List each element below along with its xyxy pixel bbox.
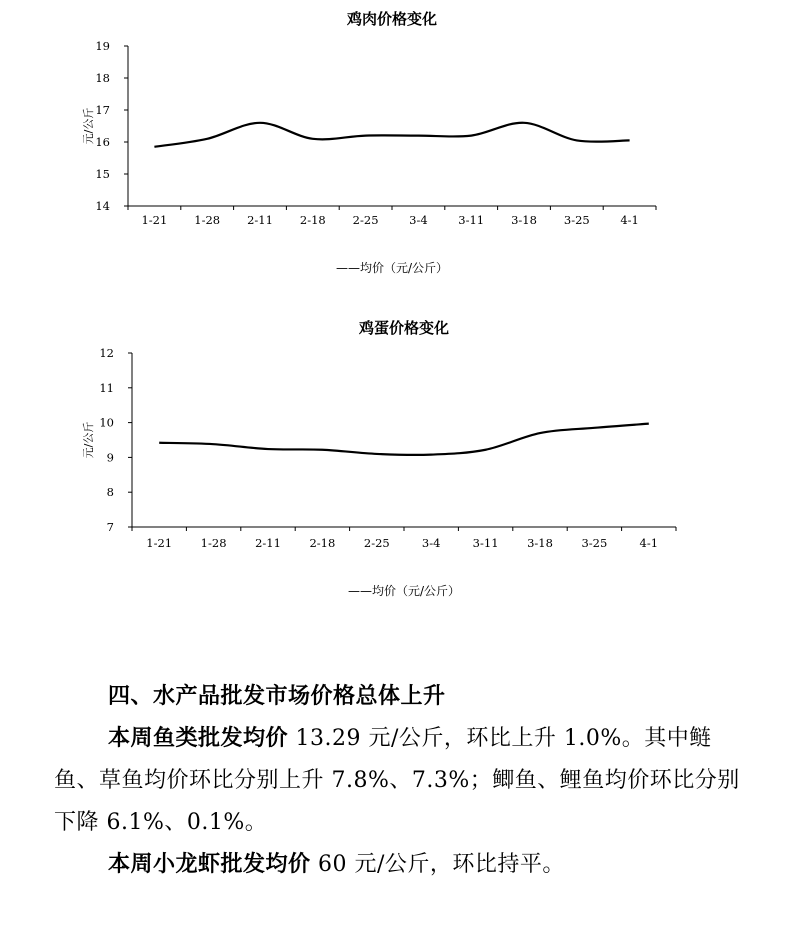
legend-label: ——均价（元/公斤） xyxy=(347,584,461,598)
egg-price-chart xyxy=(0,305,798,625)
x-tick-label: 3-25 xyxy=(563,213,590,227)
series-line xyxy=(154,123,629,147)
y-axis-title: 元/公斤 xyxy=(82,107,95,145)
x-tick-label: 4-1 xyxy=(620,213,639,227)
x-tick-label: 2-18 xyxy=(309,536,336,550)
crayfish-price-lead: 本周小龙虾批发均价 xyxy=(108,852,311,877)
crayfish-price-paragraph xyxy=(54,844,754,886)
y-tick-label: 18 xyxy=(95,71,110,85)
x-tick-label: 2-25 xyxy=(352,213,379,227)
x-tick-label: 2-25 xyxy=(363,536,390,550)
y-tick-label: 9 xyxy=(106,450,114,465)
x-tick-label: 2-11 xyxy=(247,213,273,227)
x-tick-label: 3-4 xyxy=(421,536,441,550)
y-tick-label: 19 xyxy=(95,39,110,53)
crayfish-price-text: 60 元/公斤，环比持平。 xyxy=(310,852,565,877)
y-tick-label: 17 xyxy=(95,103,110,117)
y-tick-label: 8 xyxy=(106,485,114,500)
fish-price-paragraph xyxy=(54,718,754,844)
x-tick-label: 2-18 xyxy=(299,213,326,227)
x-tick-label: 1-28 xyxy=(194,213,221,227)
x-tick-label: 3-4 xyxy=(409,213,428,227)
y-tick-label: 12 xyxy=(99,346,114,360)
y-tick-label: 10 xyxy=(99,415,114,430)
series-line xyxy=(159,424,649,455)
fish-price-lead: 本周鱼类批发均价 xyxy=(108,726,289,751)
x-tick-label: 3-25 xyxy=(581,536,608,550)
y-axis-title: 元/公斤 xyxy=(82,421,95,459)
y-tick-label: 15 xyxy=(95,167,110,181)
y-tick-label: 16 xyxy=(95,135,110,149)
aquatic-section xyxy=(54,676,754,886)
x-tick-label: 1-21 xyxy=(141,213,168,227)
x-tick-label: 1-28 xyxy=(200,536,227,550)
x-tick-label: 1-21 xyxy=(146,536,173,550)
x-tick-label: 3-18 xyxy=(511,213,537,227)
chicken-price-chart xyxy=(0,0,798,290)
x-tick-label: 2-11 xyxy=(255,536,281,550)
y-tick-label: 14 xyxy=(95,199,110,213)
y-tick-label: 7 xyxy=(106,520,114,534)
x-tick-label: 4-1 xyxy=(639,536,659,550)
x-tick-label: 3-11 xyxy=(472,536,499,550)
fish-price-text: 13.29 元/公斤，环比上升 1.0%。其中鲢鱼、草鱼均价环比分别上升 7.8%、7.3%；鲫鱼、鲤鱼均价环比分别下降 6.1%、0.1%。 xyxy=(54,726,740,835)
chart-title: 鸡蛋价格变化 xyxy=(358,319,450,337)
y-tick-label: 11 xyxy=(99,380,114,395)
chart-title: 鸡肉价格变化 xyxy=(346,10,438,28)
section-heading: 四、水产品批发市场价格总体上升 xyxy=(108,684,446,709)
legend-label: ——均价（元/公斤） xyxy=(335,261,449,275)
x-tick-label: 3-18 xyxy=(527,536,553,550)
x-tick-label: 3-11 xyxy=(458,213,485,227)
